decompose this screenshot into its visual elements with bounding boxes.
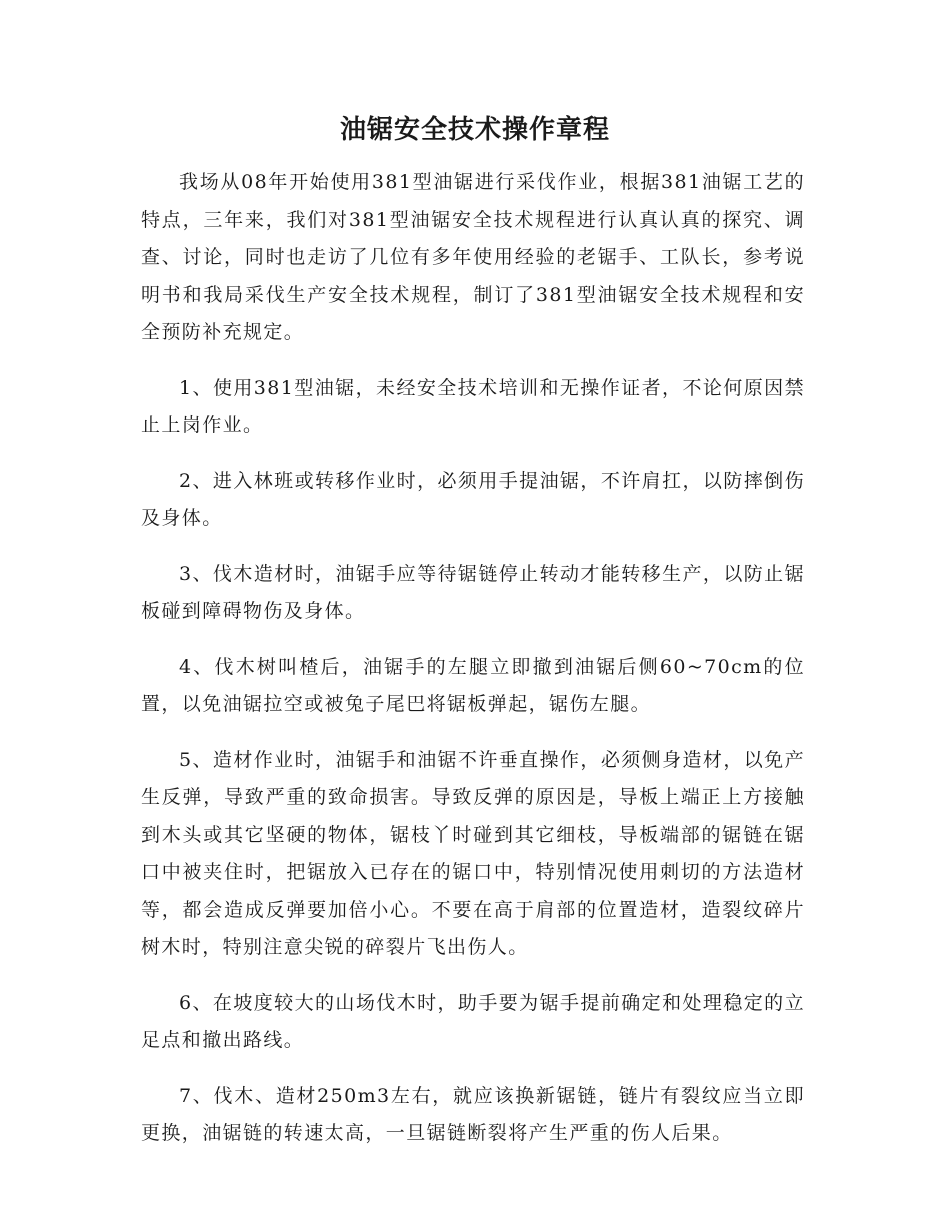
rule-paragraph-6: 6、在坡度较大的山场伐木时，助手要为锯手提前确定和处理稳定的立足点和撤出路线。	[141, 991, 805, 1051]
rule-paragraph-1: 1、使用381型油锯，未经安全技术培训和无操作证者，不论何原因禁止上岗作业。	[141, 376, 805, 436]
document-title: 油锯安全技术操作章程	[339, 115, 610, 145]
rule-paragraph-7: 7、伐木、造材250m3左右，就应该换新锯链，链片有裂纹应当立即更换，油锯链的转速太高，一旦锯链断裂将产生严重的伤人后果。	[141, 1084, 805, 1144]
rule-paragraph-2: 2、进入林班或转移作业时，必须用手提油锯，不许肩扛，以防摔倒伤及身体。	[141, 469, 805, 529]
rule-paragraph-3: 3、伐木造材时，油锯手应等待锯链停止转动才能转移生产，以防止锯板碰到障碍物伤及身体。	[141, 562, 805, 622]
rule-paragraph-4: 4、伐木树叫楂后，油锯手的左腿立即撤到油锯后侧60~70cm的位置，以免油锯拉空或被兔子尾巴将锯板弹起，锯伤左腿。	[141, 655, 805, 715]
document-body	[141, 164, 805, 1171]
intro-paragraph: 我场从08年开始使用381型油锯进行采伐作业，根据381油锯工艺的特点，三年来，我们对381型油锯安全技术规程进行认真认真的探究、调查、讨论，同时也走访了几位有多年使用经验的老锯手、工队长，参考说明书和我局采伐生产安全技术规程，制订了381型油锯安全技术规程和安全预防补充规定。	[141, 171, 805, 343]
rule-paragraph-5: 5、造材作业时，油锯手和油锯不许垂直操作，必须侧身造材，以免产生反弹，导致严重的致命损害。导致反弹的原因是，导板上端正上方接触到木头或其它坚硬的物体，锯枝丫时碰到其它细枝，导板端部的锯链在锯口中被夹住时，把锯放入已存在的锯口中，特别情况使用刺切的方法造材等，都会造成反弹要加倍小心。不要在高于肩部的位置造材，造裂纹碎片树木时，特别注意尖锐的碎裂片飞出伤人。	[141, 748, 805, 958]
